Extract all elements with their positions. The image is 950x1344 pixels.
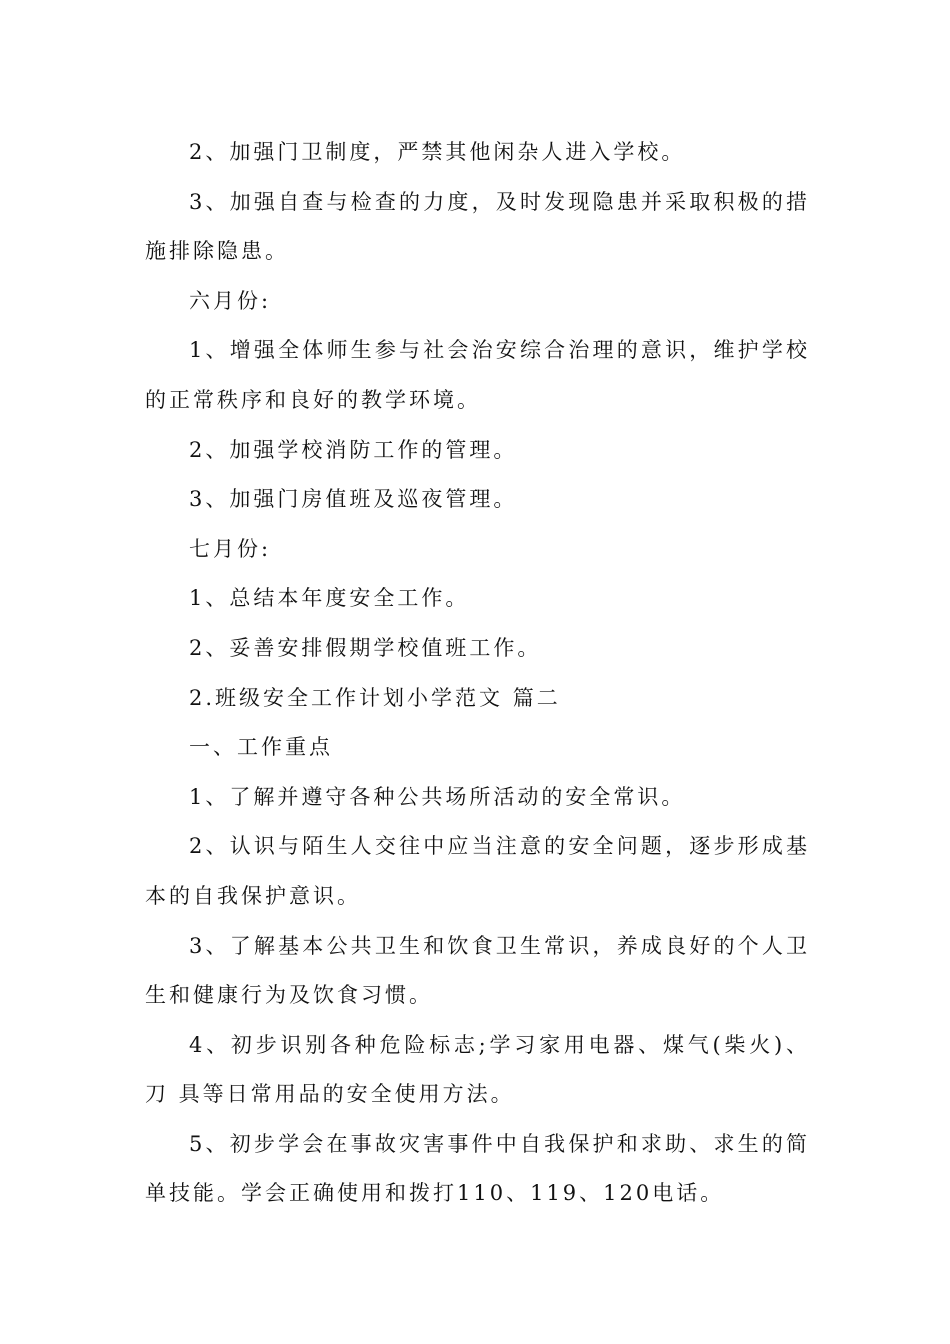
paragraph-gatekeeping: 2、加强门卫制度，严禁其他闲杂人进入学校。 [189,140,686,164]
paragraph-focus-2: 2、认识与陌生人交往中应当注意的安全问题，逐步形成基本的自我保护意识。 [145,834,810,908]
paragraph-july-1: 1、总结本年度安全工作。 [189,586,470,611]
paragraph-june-2: 2、加强学校消防工作的管理。 [189,437,518,462]
paragraph-self-inspection: 3、加强自查与检查的力度，及时发现隐患并采取积极的措施排除隐患。 [145,189,810,264]
heading-july: 七月份: [189,536,272,561]
paragraph-focus-5: 5、初步学会在事故灾害事件中自我保护和求助、求生的简单技能。学会正确使用和拨打110、119、120电话。 [145,1131,810,1206]
paragraph-july-2: 2、妥善安排假期学校值班工作。 [189,635,542,660]
paragraph-focus-1: 1、了解并遵守各种公共场所活动的安全常识。 [189,784,686,809]
document-body [145,128,810,1219]
paragraph-june-3: 3、加强门房值班及巡夜管理。 [189,487,518,512]
paragraph-june-1: 1、增强全体师生参与社会治安综合治理的意识，维护学校的正常秩序和良好的教学环境。 [145,338,810,412]
heading-june: 六月份: [189,288,272,313]
paragraph-focus-4: 4、初步识别各种危险标志;学习家用电器、煤气(柴火)、刀 具等日常用品的安全使用方法。 [145,1032,810,1107]
paragraph-focus-3: 3、了解基本公共卫生和饮食卫生常识，养成良好的个人卫生和健康行为及饮食习惯。 [145,933,810,1008]
section-title-part-two: 2.班级安全工作计划小学范文 篇二 [189,685,561,710]
heading-work-focus: 一、工作重点 [189,735,333,760]
